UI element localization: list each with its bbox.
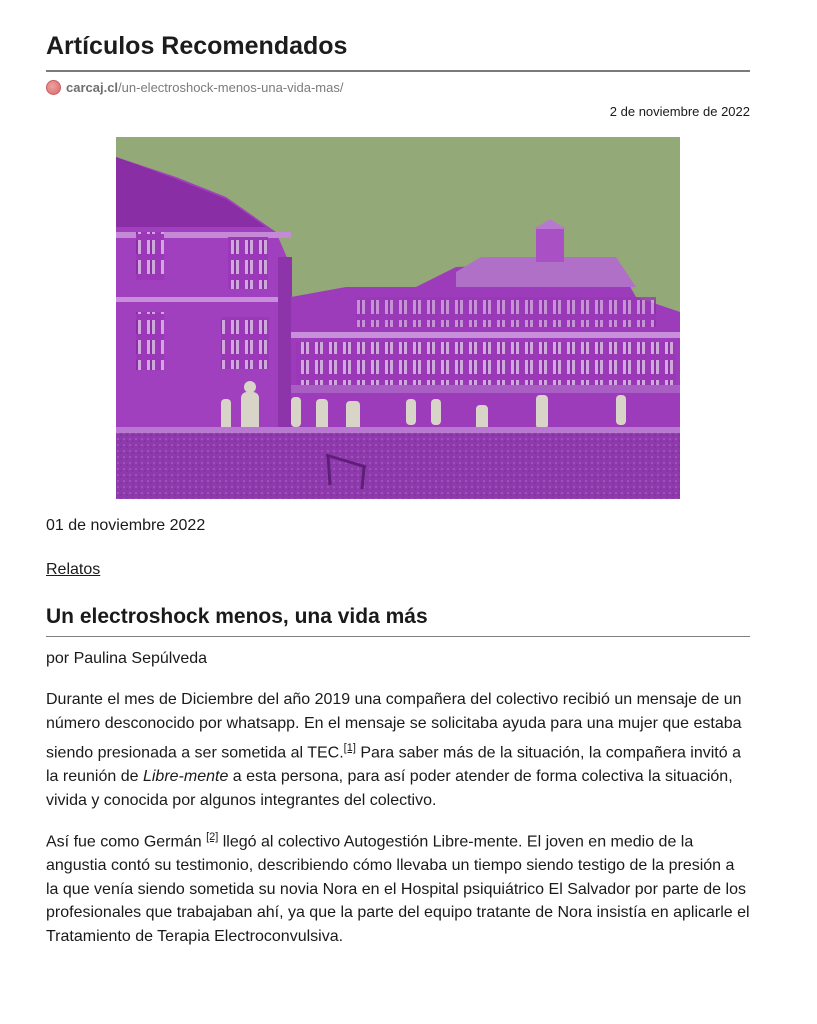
- paragraph-1-text-c: a esta persona, para así poder atender de forma colectiva la situación, vivida y conocida por algunos integrantes del colectivo.: [46, 768, 733, 809]
- source-link[interactable]: [46, 78, 750, 96]
- article-body: [46, 688, 750, 961]
- article-title: Un electroshock menos, una vida más: [46, 605, 428, 628]
- publication-date: 2 de noviembre de 2022: [609, 104, 750, 119]
- paragraph-1-emphasis: Libre-mente: [142, 768, 229, 786]
- site-favicon-icon: [46, 80, 61, 95]
- category-link[interactable]: Relatos: [46, 561, 101, 578]
- post-date: 01 de noviembre 2022: [46, 517, 206, 534]
- paragraph-2-text-a: Así fue como Germán: [46, 833, 207, 851]
- paragraph-1: [46, 688, 750, 812]
- title-divider: [46, 70, 750, 72]
- paragraph-2-text-b: llegó al colectivo Autogestión Libre-mente. El joven en medio de la angustia contó su testimonio, describiendo cómo llevaba un tiempo siendo testigo de la presión a la que venía siendo sometida su novia Nora en el Hospital psiquiátrico El Salvador por parte de los profesionales que trabajaban ahí, ya que la parte del equipo tratante de Nora insistía en aplicarle el Tratamiento de Terapia Electroconvulsiva.: [46, 833, 750, 945]
- site-title: Artículos Recomendados: [46, 32, 348, 60]
- footnote-link-1[interactable]: [1]: [343, 742, 356, 755]
- source-path: /un-electroshock-menos-una-vida-mas/: [118, 79, 344, 95]
- footnote-link-2[interactable]: [2]: [206, 831, 219, 844]
- hero-image: [116, 137, 680, 499]
- hospital-photo-illustration: [116, 137, 680, 499]
- paragraph-1-text-b: Para saber más de la situación, la compañera invitó a la reunión de: [46, 744, 741, 786]
- paragraph-2: [46, 824, 750, 948]
- article-page: [46, 0, 750, 945]
- paragraph-1-text-a: Durante el mes de Diciembre del año 2019 una compañera del colectivo recibió un mensaje de un número desconocido por whatsapp. En el mensaje se solicitaba ayuda para una mujer que estaba siendo presionada a ser sometida al TEC.: [46, 691, 742, 762]
- article-byline: por Paulina Sepúlveda: [46, 650, 208, 667]
- article-title-divider: [46, 636, 750, 637]
- source-domain: carcaj.cl: [66, 79, 119, 95]
